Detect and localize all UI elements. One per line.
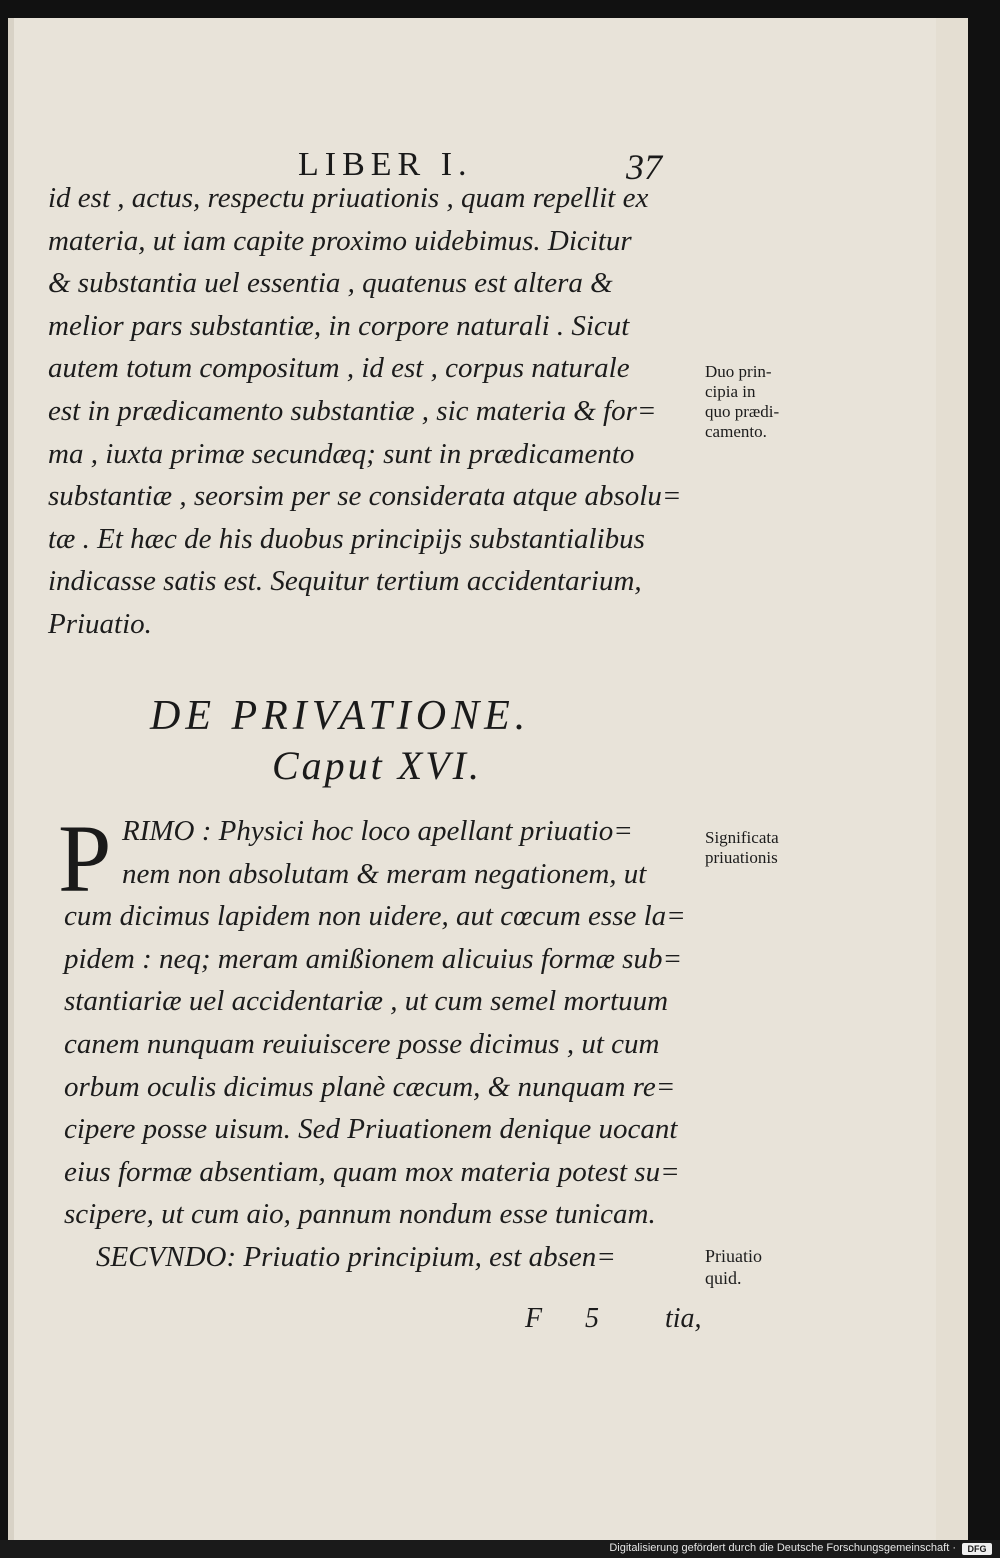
margin-note-significata bbox=[705, 828, 845, 868]
margin-note-line: camento. bbox=[705, 422, 767, 441]
text-line: RIMO : Physici hoc loco apellant priuatio= bbox=[122, 815, 633, 847]
text-line: Priuatio. bbox=[48, 607, 152, 640]
text-line: tæ . Et hæc de his duobus principijs substantialibus bbox=[48, 522, 645, 555]
page-margin-strip bbox=[936, 18, 968, 1540]
text-line: & substantia uel essentia , quatenus est altera & bbox=[48, 267, 613, 300]
signature-number: 5 bbox=[585, 1303, 599, 1334]
text-line: stantiariæ uel accidentariæ , ut cum semel mortuum bbox=[64, 985, 669, 1018]
footer-bar bbox=[0, 1540, 1000, 1558]
text-line: scipere, ut cum aio, pannum nondum esse tunicam. bbox=[64, 1198, 656, 1231]
text-line: autem totum compositum , id est , corpus naturale bbox=[48, 352, 630, 385]
margin-note-line: Significata bbox=[705, 828, 779, 847]
text-line: substantiæ , seorsim per se considerata atque absolu= bbox=[48, 480, 682, 513]
text-line: id est , actus, respectu priuationis , quam repellit ex bbox=[48, 182, 649, 214]
text-line: nem non absolutam & meram negationem, ut bbox=[122, 857, 647, 890]
text-line: est in prædicamento substantiæ , sic materia & for= bbox=[48, 394, 657, 427]
text-line: orbum oculis dicimus planè cæcum, & nunquam re= bbox=[64, 1070, 676, 1103]
text-line: canem nunquam reuiuiscere posse dicimus , ut cum bbox=[64, 1027, 660, 1060]
margin-note-line: Duo prin- bbox=[705, 362, 772, 381]
page-edge bbox=[8, 18, 14, 1540]
dfg-logo: DFG bbox=[962, 1543, 992, 1555]
chapter-subtitle: Caput XVI. bbox=[272, 743, 482, 788]
text-line: cum dicimus lapidem non uidere, aut cœcum esse la= bbox=[64, 900, 686, 933]
text-line: materia, ut iam capite proximo uidebimus. Dicitur bbox=[48, 224, 632, 257]
catchword: tia, bbox=[665, 1303, 702, 1334]
margin-note-line: quo prædi- bbox=[705, 402, 780, 421]
margin-note-line: cipia in bbox=[705, 382, 756, 401]
margin-note-line: quid. bbox=[705, 1268, 742, 1288]
margin-note-line: Priuatio bbox=[705, 1246, 762, 1266]
running-head-title: LIBER I. bbox=[298, 146, 473, 183]
margin-note-line: priuationis bbox=[705, 848, 778, 867]
text-line: SECVNDO: Priuatio principium, est absen= bbox=[96, 1240, 616, 1273]
text-line: ma , iuxta primæ secundæq; sunt in prædicamento bbox=[48, 437, 635, 470]
margin-note-duo-principia bbox=[705, 362, 845, 442]
text-line: pidem : neq; meram amißionem alicuius formæ sub= bbox=[64, 942, 683, 975]
digitization-credit: Digitalisierung gefördert durch die Deutsche Forschungsgemeinschaft · bbox=[609, 1542, 956, 1554]
signature-mark: F bbox=[525, 1303, 543, 1334]
text-line: eius formæ absentiam, quam mox materia potest su= bbox=[64, 1155, 680, 1188]
page-number: 37 bbox=[626, 147, 662, 187]
text-line: cipere posse uisum. Sed Priuationem denique uocant bbox=[64, 1113, 678, 1146]
paragraph-2 bbox=[44, 805, 714, 1279]
text-line: indicasse satis est. Sequitur tertium accidentarium, bbox=[48, 565, 642, 598]
text-line: melior pars substantiæ, in corpore naturali . Sicut bbox=[48, 309, 630, 342]
chapter-title: DE PRIVATIONE. bbox=[150, 693, 531, 739]
margin-note-priuatio-quid bbox=[705, 1245, 845, 1289]
drop-cap: P bbox=[58, 805, 112, 912]
paragraph-1 bbox=[48, 177, 708, 646]
